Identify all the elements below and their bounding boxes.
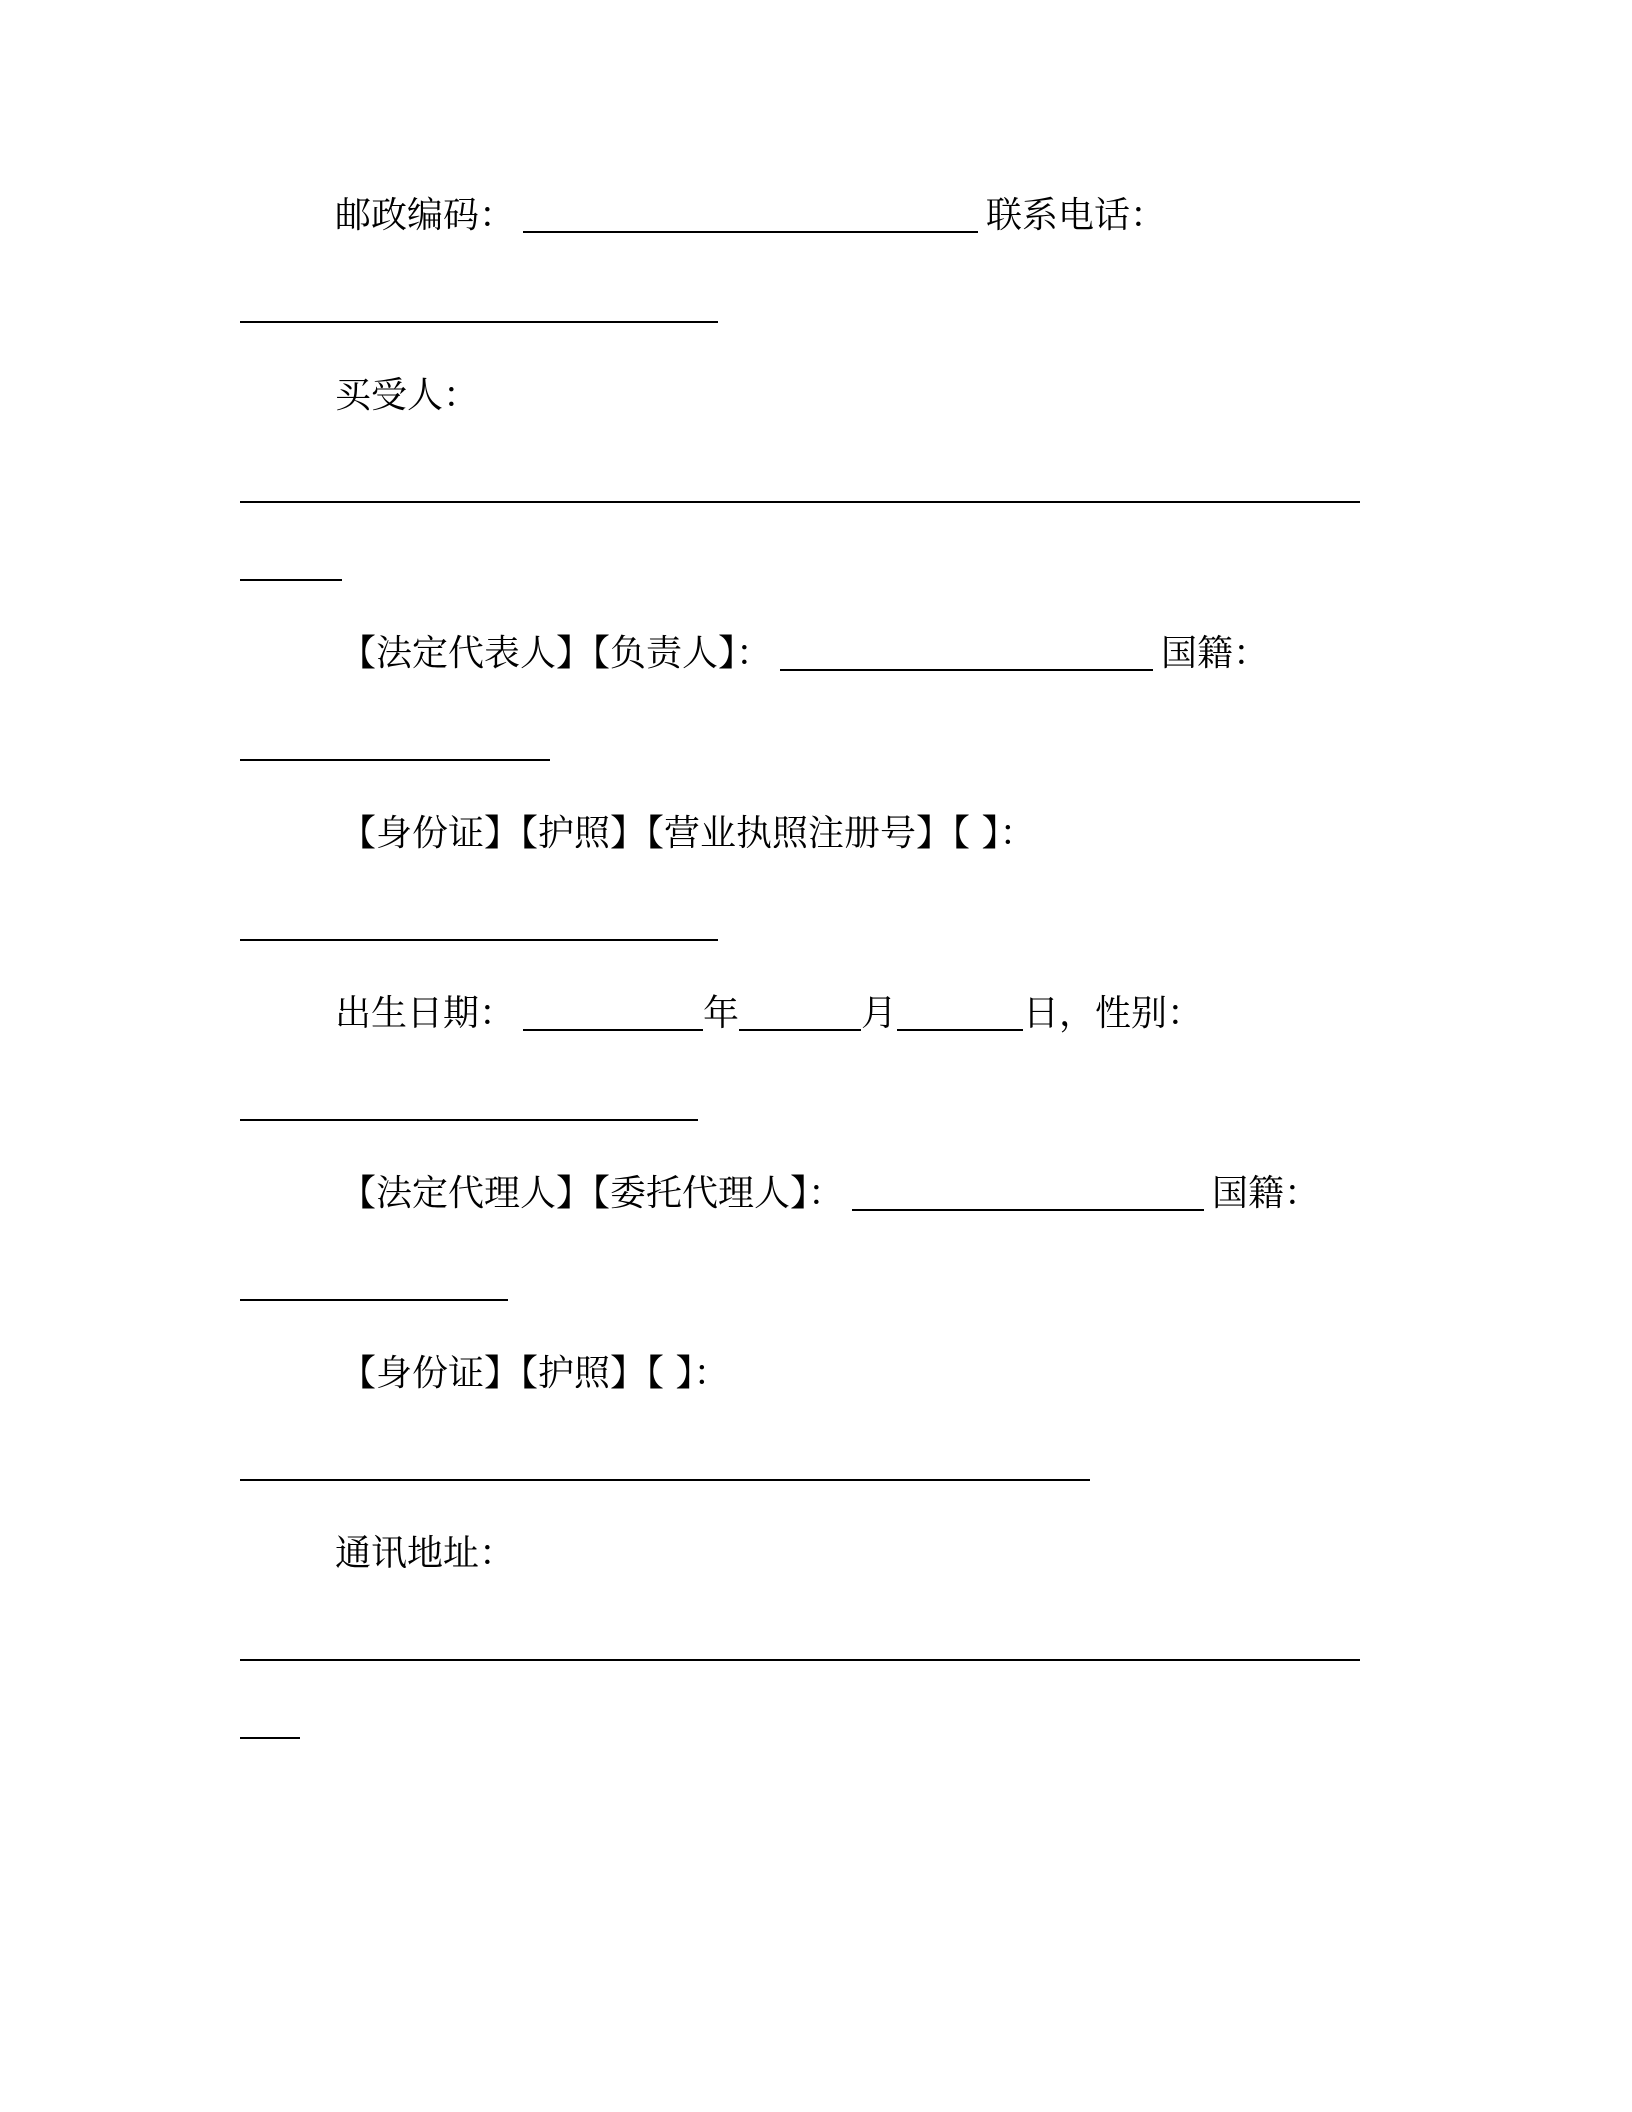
day-gender-label: 日，性别： <box>1023 993 1204 1034</box>
address-row <box>335 1530 515 1578</box>
id-doc-label-2: 【身份证】【护照】【 】： <box>340 1353 730 1394</box>
legal-rep-blank[interactable] <box>780 669 1153 671</box>
legal-rep-label: 【法定代表人】【负责人】： <box>340 633 773 674</box>
month-label: 月 <box>861 993 898 1034</box>
postal-code-blank[interactable] <box>523 231 978 233</box>
id-doc-blank-2[interactable] <box>240 1479 1090 1481</box>
id-doc-blank-1[interactable] <box>240 939 718 941</box>
nationality-row-2 <box>240 1260 508 1308</box>
phone-row <box>240 282 718 330</box>
id-doc-blank-row-2 <box>240 1440 1090 1488</box>
agent-label: 【法定代理人】【委托代理人】： <box>340 1173 845 1214</box>
buyer-blank-1[interactable] <box>240 501 1360 503</box>
nationality-label-2: 国籍： <box>1212 1173 1321 1214</box>
id-doc-blank-row-1 <box>240 900 718 948</box>
id-doc-row-2 <box>340 1350 729 1398</box>
phone-label: 联系电话： <box>986 195 1167 236</box>
address-blank-row-2 <box>240 1698 300 1746</box>
address-blank-2[interactable] <box>240 1737 300 1739</box>
address-blank-1[interactable] <box>240 1659 1360 1661</box>
id-doc-row-1 <box>340 810 1035 858</box>
buyer-blank-row-1 <box>240 462 1360 510</box>
nationality-blank-2[interactable] <box>240 1299 508 1301</box>
nationality-blank-1[interactable] <box>240 759 550 761</box>
year-label: 年 <box>703 993 740 1034</box>
nationality-label-1: 国籍： <box>1161 633 1270 674</box>
birth-year-blank[interactable] <box>523 1029 703 1031</box>
legal-rep-row <box>340 630 1269 678</box>
buyer-blank-2[interactable] <box>240 579 342 581</box>
phone-blank[interactable] <box>240 321 718 323</box>
buyer-blank-row-2 <box>240 540 342 588</box>
address-blank-row-1 <box>240 1620 1360 1668</box>
gender-blank[interactable] <box>240 1119 698 1121</box>
nationality-row-1 <box>240 720 550 768</box>
birth-day-blank[interactable] <box>897 1029 1023 1031</box>
birth-date-label: 出生日期： <box>335 993 516 1034</box>
birth-month-blank[interactable] <box>739 1029 861 1031</box>
postal-code-label: 邮政编码： <box>335 195 516 236</box>
id-doc-label-1: 【身份证】【护照】【营业执照注册号】【 】： <box>340 813 1036 854</box>
birth-date-row <box>335 990 1203 1038</box>
postal-code-row <box>335 192 1166 240</box>
agent-blank[interactable] <box>852 1209 1204 1211</box>
agent-row <box>340 1170 1320 1218</box>
buyer-label: 买受人： <box>335 375 480 416</box>
address-label: 通讯地址： <box>335 1533 516 1574</box>
gender-row <box>240 1080 698 1128</box>
buyer-row <box>335 372 479 420</box>
